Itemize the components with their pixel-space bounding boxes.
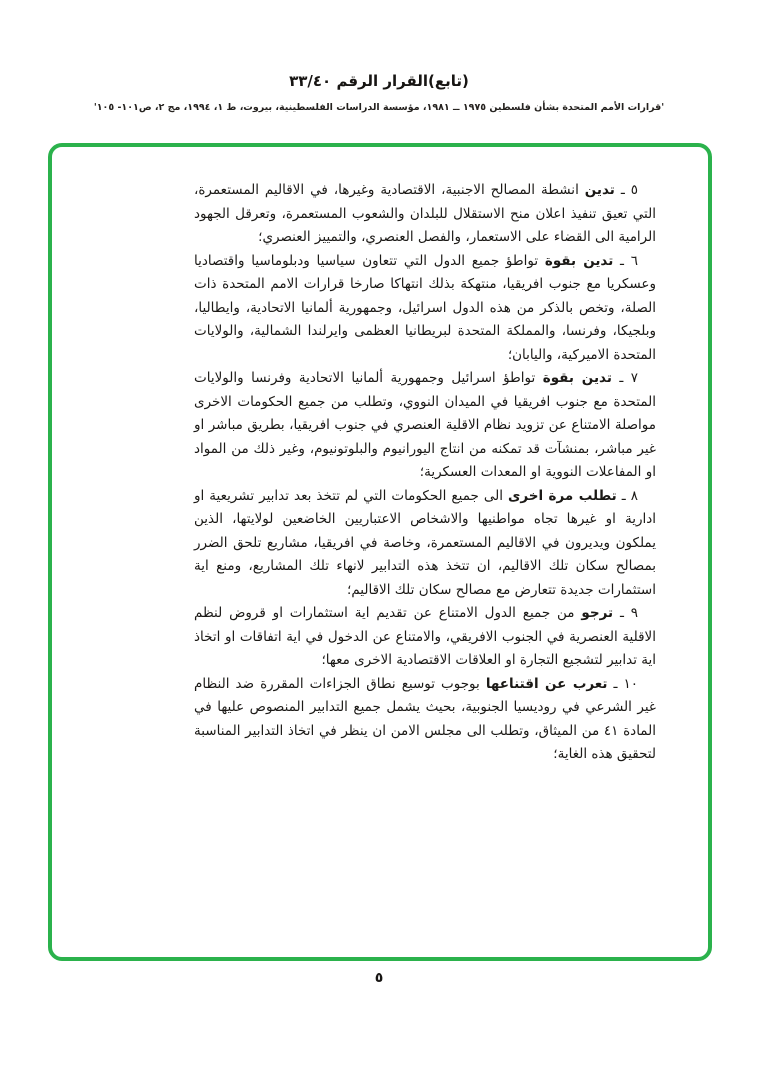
page-title: (تابع)القرار الرقم ٣٣/٤٠ (289, 72, 469, 90)
page-number: ٥ (374, 970, 384, 986)
paragraph-lead: تطلب مرة اخرى (508, 487, 617, 504)
resolution-paragraph-10 (194, 673, 656, 767)
resolution-paragraph-6 (194, 250, 656, 368)
paragraph-lead: تعرب عن اقتناعها (485, 675, 608, 692)
paragraph-lead: تدين بقوة (542, 370, 612, 386)
paragraph-text: من جميع الدول الامتناع عن تقديم اية استثمارات او قروض لنظم الاقلية العنصرية في الجنوب الافريقي، والامتناع عن الدخول في اية اتفاقات او اتخاذ اية تدابير لتشجيع التجارة او العلاقات الاقتصادية الاخرى معها؛ (194, 605, 656, 668)
paragraph-text: تواطؤ جميع الدول التي تتعاون سياسيا ودبلوماسيا واقتصاديا وعسكريا مع جنوب افريقيا، منتهكة بذلك انتهاكا صارخا قرارات الامم المتحدة ذات الصلة، وتخص بالذكر من هذه الدول اسرائيل، وجمهورية ألمانيا الاتحادية، وايطاليا، وبلجيكا، وفرنسا، والمملكة المتحدة لبريطانيا العظمى وايرلندا الشمالية، والولايات المتحدة الاميركية، واليابان؛ (194, 252, 656, 363)
paragraph-number: ٦ ـ (620, 252, 638, 269)
resolution-paragraph-5 (194, 179, 656, 250)
document-frame (48, 143, 712, 961)
paragraph-number: ٨ ـ (621, 487, 638, 504)
paragraph-number: ١٠ ـ (613, 675, 639, 692)
paragraph-text: الى جميع الحكومات التي لم تتخذ بعد تدابير تشريعية او ادارية او غيرها تجاه مواطنيها والاشخاص الاعتباريين الخاضعين لولايتها، الذين يملكون ويديرون في الاقاليم المستعمرة، وخاصة في افريقيا، مشاريع تلحق الضرر بمصالح سكان تلك الاقاليم، ان تتخذ هذه التدابير لانهاء تلك المشاريع، ومنع اية استثمارات جديدة تتعارض مع مصالح سكان تلك الاقاليم؛ (194, 487, 656, 598)
paragraph-lead: ترجو (581, 605, 614, 621)
paragraph-text: بوجوب توسيع نطاق الجزاءات المقررة ضد النظام غير الشرعي في روديسيا الجنوبية، بحيث يشمل جميع التدابير المنصوص عليها في المادة ٤١ من الميثاق، وتطلب الى مجلس الامن ان ينظر في اتخاذ التدابير المناسبة لتحقيق هذه الغاية؛ (194, 675, 656, 762)
resolution-paragraph-9 (194, 602, 656, 673)
paragraph-lead: تدين بقوة (544, 252, 614, 269)
paragraph-text: انشطة المصالح الاجنبية، الاقتصادية وغيرها، في الاقاليم المستعمرة، التي تعيق تنفيذ اعلان منح الاستقلال للبلدان والشعوب المستعمرة، وتعرقل الجهود الرامية الى القضاء على الاستعمار، والفصل العنصري، والتمييز العنصري؛ (194, 182, 656, 245)
paragraph-text: تواطؤ اسرائيل وجمهورية ألمانيا الاتحادية وفرنسا والولايات المتحدة مع جنوب افريقيا في الميدان النووي، وتطلب من جميع الحكومات الاخرى مواصلة الامتناع عن تزويد نظام الاقلية العنصري في جنوب افريقيا، بطريق مباشر او غير مباشر، بمنشآت قد تمكنه من انتاج اليورانيوم والبلوتونيوم، وغير ذلك من المواد او المفاعلات النووية او المعدات العسكرية؛ (194, 370, 656, 480)
resolution-paragraph-7 (194, 367, 656, 485)
paragraph-number: ٥ ـ (620, 182, 638, 198)
document-body (194, 179, 656, 767)
paragraph-number: ٩ ـ (619, 605, 639, 621)
paragraph-lead: تدين (584, 182, 615, 198)
source-citation: 'قرارات الأمم المتحدة بشأن فلسطين ١٩٧٥ ــ ١٩٨١، مؤسسة الدراسات الفلسطينية، بيروت، ط ١، ١٩٩٤، مج ٢، ص١٠١- ١٠٥' (93, 102, 665, 113)
paragraph-number: ٧ ـ (619, 370, 639, 386)
resolution-paragraph-8 (194, 485, 656, 603)
